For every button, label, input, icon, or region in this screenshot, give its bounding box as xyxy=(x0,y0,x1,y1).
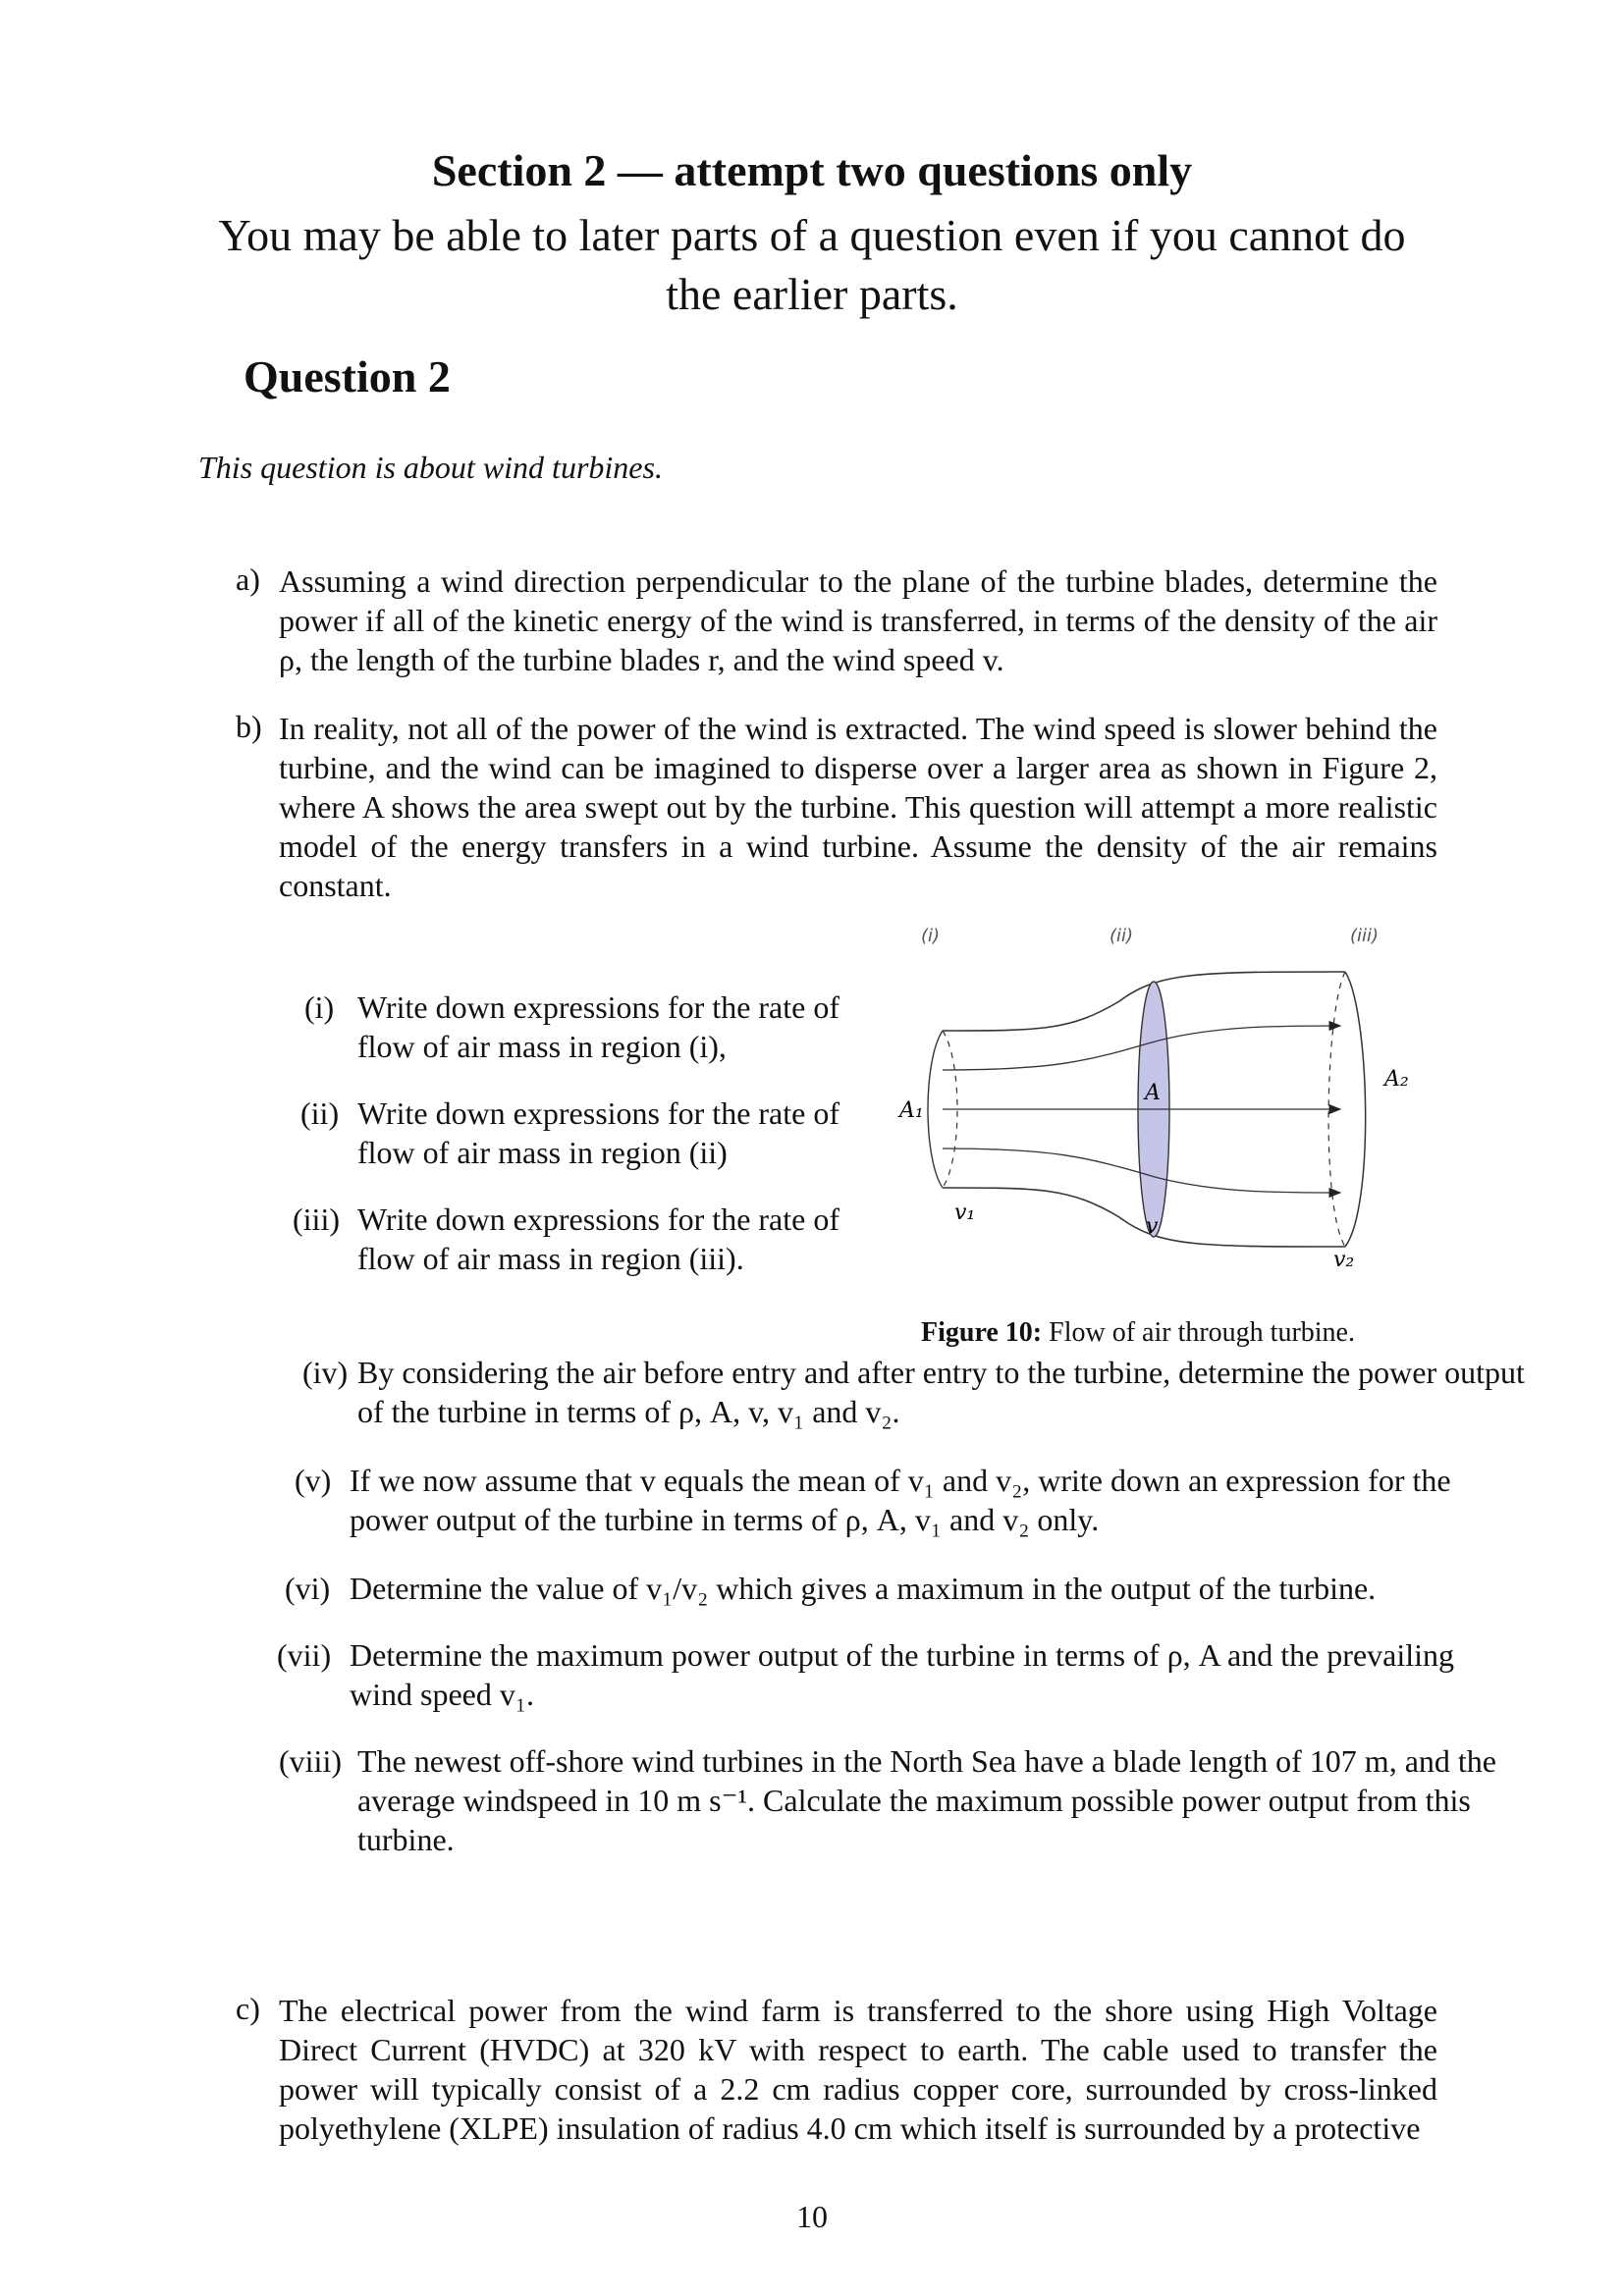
label-A2: A₂ xyxy=(1384,1067,1409,1092)
label-A1: A₁ xyxy=(899,1098,924,1123)
part-a-text: Assuming a wind direction perpendicular to the plane of the turbine blades, determine the power if all of the kinetic energy of the wind is transferred, in terms of the density of the air ρ, the length of the turbine blades r, and the wind speed v. xyxy=(279,563,1437,677)
region-label-ii: (ii) xyxy=(1110,926,1134,946)
region-label-iii: (iii) xyxy=(1350,926,1380,946)
section-subtitle: You may be able to later parts of a question even if you cannot do the earlier parts. xyxy=(218,210,1406,319)
item-vi-label: (vi) xyxy=(285,1571,331,1606)
label-v: v xyxy=(1146,1214,1159,1239)
item-vii-text: Determine the maximum power output of the turbine in terms of ρ, A and the prevailing wind speed v₁. xyxy=(350,1637,1455,1712)
part-c-label: c) xyxy=(236,1991,260,2026)
page-number: 10 xyxy=(796,2199,828,2234)
item-iii-text: Write down expressions for the rate of flow of air mass in region (iii). xyxy=(357,1201,839,1276)
part-b-label: b) xyxy=(236,709,262,744)
item-v-text: If we now assume that v equals the mean of v₁ and v₂, write down an expression for the power output of the turbine in terms of ρ, A, v₁ and v₂ only. xyxy=(350,1463,1451,1537)
label-v2: v₂ xyxy=(1333,1248,1355,1272)
figure-caption-number: Figure 10: xyxy=(921,1317,1043,1348)
item-ii-text: Write down expressions for the rate of flow of air mass in region (ii) xyxy=(357,1095,839,1170)
item-iii-label: (iii) xyxy=(293,1201,340,1237)
item-vi-text: Determine the value of v₁/v₂ which gives a maximum in the output of the turbine. xyxy=(350,1571,1377,1606)
item-iv-text: By considering the air before entry and after entry to the turbine, determine the power output of the turbine in terms of ρ, A, v, v₁ and v₂. xyxy=(357,1355,1525,1429)
figure-caption xyxy=(921,1317,1355,1349)
item-ii-label: (ii) xyxy=(300,1095,340,1131)
figure-caption-text: Flow of air through turbine. xyxy=(1049,1317,1355,1348)
question-title: Question 2 xyxy=(244,351,451,401)
part-c-text: The electrical power from the wind farm is transferred to the shore using High Voltage Direct Current (HVDC) at 320 kV with respect to earth. The cable used to transfer the power will typically consist of a 2.2 cm radius copper core, surrounded by cross-linked polyethylene (XLPE) insulation of radius 4.0 cm which itself is surrounded by a protective xyxy=(279,1993,1437,2146)
label-A: A xyxy=(1145,1081,1161,1105)
inlet-edge xyxy=(928,1031,943,1188)
part-a-label: a) xyxy=(236,561,260,597)
item-vii-label: (vii) xyxy=(277,1637,332,1673)
outlet-edge xyxy=(1345,972,1366,1247)
region-label-i: (i) xyxy=(921,926,941,946)
part-b-text: In reality, not all of the power of the wind is extracted. The wind speed is slower behind the turbine, and the wind can be imagined to disperse over a larger area as shown in Figure 2, where A shows the area swept out by the turbine. This question will attempt a more realistic model of the energy transfers in a wind turbine. Assume the density of the air remains constant. xyxy=(279,711,1437,903)
section-title: Section 2 — attempt two questions only xyxy=(431,145,1193,195)
item-i-label: (i) xyxy=(304,989,335,1025)
label-v1: v₁ xyxy=(954,1201,976,1225)
item-v-label: (v) xyxy=(295,1463,332,1498)
item-viii-label: (viii) xyxy=(279,1743,342,1779)
item-iv-label: (iv) xyxy=(302,1355,349,1390)
item-viii-text: The newest off-shore wind turbines in the North Sea have a blade length of 107 m, and the average windspeed in 10 m s⁻¹. Calculate the maximum possible power output from this turbine. xyxy=(357,1743,1496,1857)
airflow-figure xyxy=(864,913,1414,1286)
question-intro: This question is about wind turbines. xyxy=(198,450,663,485)
item-i-text: Write down expressions for the rate of flow of air mass in region (i), xyxy=(357,989,839,1064)
